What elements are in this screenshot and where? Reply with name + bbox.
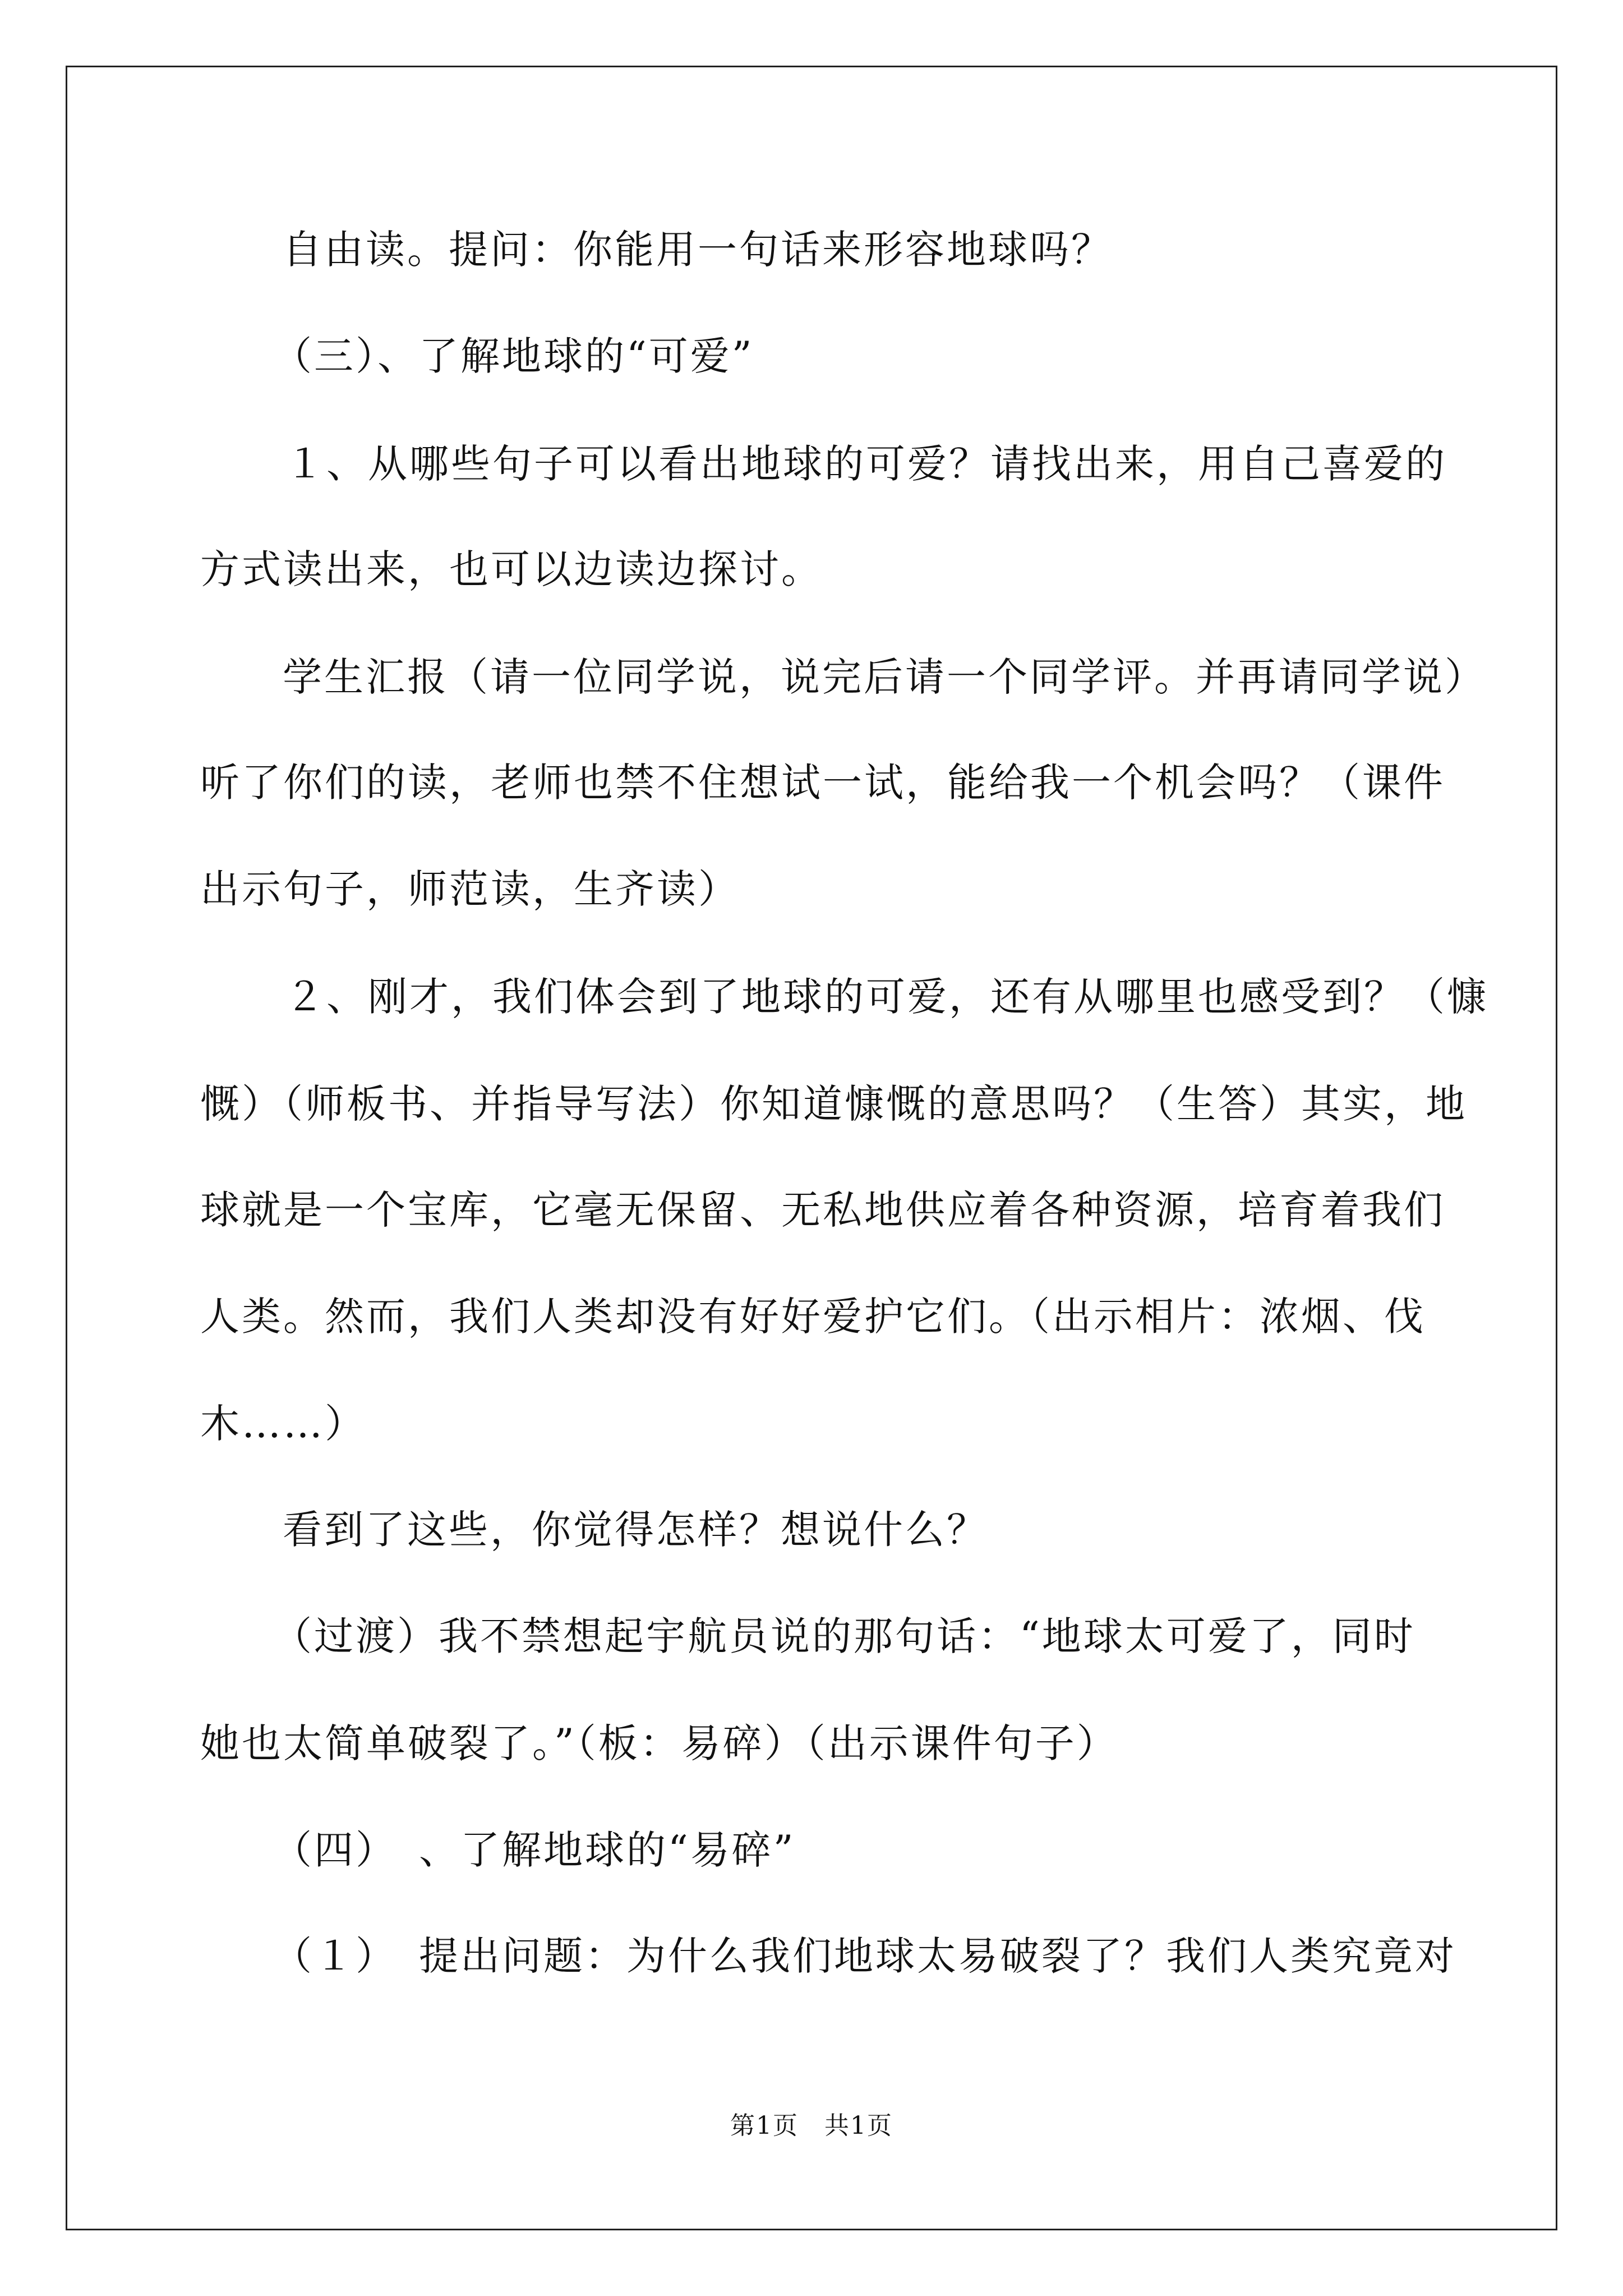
text-line-15: 她也太简单破裂了。”（板：易碎）（出示课件句子）	[200, 1720, 1118, 1766]
text-line-5: 学生汇报（请一位同学说，说完后请一个同学评。并再请同学说）	[283, 654, 1486, 700]
text-line-8: ２、刚才，我们体会到了地球的可爱，还有从哪里也感受到？（慷	[285, 974, 1488, 1020]
text-line-9: 慨）（师板书、并指导写法）你知道慷慨的意思吗？（生答）其实，地	[200, 1081, 1467, 1127]
text-line-1: 自由读。提问：你能用一句话来形容地球吗？	[283, 227, 1113, 273]
page-border	[66, 66, 1557, 2230]
text-line-12: 木……）	[200, 1401, 366, 1447]
text-line-3: １、从哪些句子可以看出地球的可爱？请找出来，用自己喜爱的	[285, 441, 1447, 487]
text-line-4: 方式读出来，也可以边读边探讨。	[200, 546, 823, 592]
text-line-7: 出示句子，师范读，生齐读）	[200, 866, 740, 912]
text-line-6: 听了你们的读，老师也禁不住想试一试，能给我一个机会吗？（课件	[200, 760, 1445, 806]
text-line-17: （１） 提出问题：为什么我们地球太易破裂了？我们人类究竟对	[273, 1933, 1456, 1979]
text-line-10: 球就是一个宝库，它毫无保留、无私地供应着各种资源，培育着我们	[200, 1187, 1445, 1233]
text-line-14: （过渡）我不禁想起宇航员说的那句话：“地球太可爱了，同时	[273, 1613, 1415, 1659]
page-footer: 第1页 共1页	[730, 2111, 893, 2140]
text-line-16: （四） 、了解地球的“易碎”	[273, 1827, 796, 1873]
text-line-11: 人类。然而，我们人类却没有好好爱护它们。（出示相片：浓烟、伐	[200, 1294, 1426, 1340]
text-line-2: （三）、了解地球的“可爱”	[273, 333, 754, 379]
text-line-13: 看到了这些，你觉得怎样？想说什么？	[283, 1507, 988, 1553]
